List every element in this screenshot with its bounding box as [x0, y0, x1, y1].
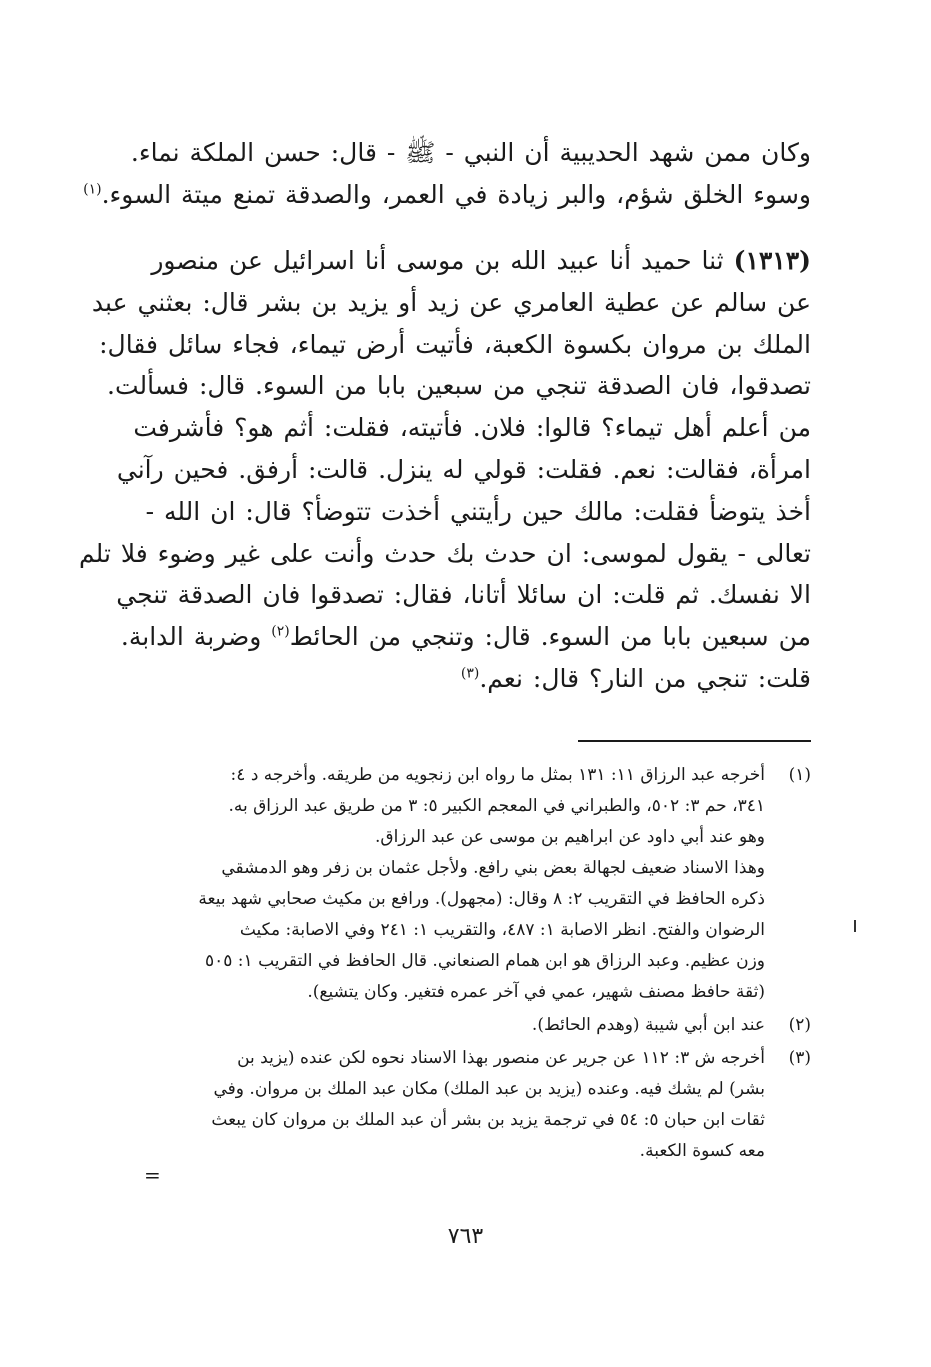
text-line: قلت: تنجي من النار؟ قال: نعم.$^{(٣)}$ [460, 663, 811, 693]
footnotes [111, 760, 811, 1169]
text-line: من أعلم أهل تيماء؟ قالوا: فلان. فأتيته، فقلت: أثم هو؟ فأشرفت [133, 413, 811, 443]
text-line: وكان ممن شهد الحديبية أن النبي - ﷺ - قال: حسن الملكة نماء. [130, 138, 811, 167]
footnote-body [111, 1010, 765, 1041]
footnote-line: ذكره الحافظ في التقريب ٢: ٨ وقال: (مجهول). ورافع بن مكيث صحابي شهد بيعة [198, 889, 765, 909]
footnote-number: (٣) [788, 1048, 811, 1068]
footnote-line: وزن عظيم. وعبد الرزاق هو ابن همام الصنعاني. قال الحافظ في التقريب ١: ٥٠٥ [205, 951, 765, 971]
footnote-2 [111, 1010, 811, 1041]
footnote-line: بشر) لم يشك فيه. وعنده (يزيد بن عبد الملك) مكان عبد الملك بن مروان. وفي [213, 1079, 765, 1099]
text-line: أخذ يتوضأ فقلت: مالك حين رأيتني أخذت تتوضأ؟ قال: ان الله - [145, 496, 811, 526]
footnote-line: ٣٤١، حم ٣: ٥٠٢، والطبراني في المعجم الكبير ٥: ٣ من طريق عبد الرزاق به. [228, 796, 765, 816]
hadith-paragraph [79, 240, 811, 700]
footnote-ref-1: (١) [83, 181, 102, 198]
footnote-number: (١) [788, 765, 811, 785]
footnote-ref-3: (٣) [460, 665, 480, 682]
footnote-line: ثقات ابن حبان ٥: ٥٤ في ترجمة يزيد بن بشر أن عبد الملك بن مروان كان يبعث [211, 1110, 765, 1130]
page-number: ٧٦٣ [447, 1224, 484, 1249]
text-line: تعالى - يقول لموسى: ان حدث بك حدث وأنت على غير وضوء فلا تلم [79, 538, 811, 568]
footnote-3 [111, 1043, 811, 1167]
text-line: (١٣١٣) ثنا حميد أنا عبيد الله بن موسى أنا اسرائيل عن منصور [151, 246, 811, 275]
footnote-1 [111, 760, 811, 1008]
footnote-body [111, 760, 765, 1008]
footnote-body [111, 1043, 765, 1167]
footnote-line: أخرجه عبد الرزاق ١١: ١٣١ بمثل ما رواه ابن زنجويه من طريقه. وأخرجه د ٤: [230, 765, 765, 785]
footnote-ref-2: (٢) [271, 623, 290, 640]
text-line: امرأة، فقالت: نعم. فقلت: قولي له ينزل. قالت: أرفق. فحين رآني [116, 454, 811, 484]
opening-paragraph [83, 132, 811, 216]
footnote-line: (ثقة حافظ مصنف شهير، عمي في آخر عمره فتغير. وكان يتشيع). [307, 982, 765, 1002]
text-line: عن سالم عن عطية العامري عن زيد أو يزيد بن بشر قال: بعثني عبد [91, 287, 811, 317]
text-line: وسوء الخلق شؤم، والبر زيادة في العمر، والصدقة تمنع ميتة السوء.$^{(١)}$ [83, 179, 811, 209]
text-line: الا نفسك. ثم قلت: ان سائلا أتانا، فقال: تصدقوا فان الصدقة تنجي [116, 580, 811, 610]
text-line: من سبعين بابا من السوء. قال: وتنجي من الحائط$^{(٢)}$ وضربة الدابة. [120, 622, 811, 652]
footnote-line: الرضوان والفتح. انظر الاصابة ١: ٤٨٧، والتقريب ١: ٢٤١ وفي الاصابة: مكيث [239, 920, 765, 940]
text-line: تصدقوا، فان الصدقة تنجي من سبعين بابا من السوء. قال: فسألت. [107, 371, 811, 401]
continuation-mark: = [144, 1163, 161, 1187]
footnote-line: أخرجه ش ٣: ١١٢ عن جرير عن منصور بهذا الاسناد نحوه لكن عنده (يزيد بن [237, 1048, 765, 1068]
footnote-separator [578, 740, 811, 742]
footnote-line: وهذا الاسناد ضعيف لجهالة بعض بني رافع. ولأجل عثمان بن زفر وهو الدمشقي [221, 858, 765, 878]
footnote-number: (٢) [788, 1015, 811, 1035]
footnote-line: عند ابن أبي شيبة (وهدم الحائط). [531, 1015, 765, 1035]
margin-mark [854, 920, 856, 932]
text-line: الملك بن مروان بكسوة الكعبة، فأتيت أرض تيماء، فجاء سائل فقال: [99, 329, 811, 359]
hadith-number: (١٣١٣) [733, 246, 811, 275]
footnote-line: معه كسوة الكعبة. [639, 1141, 765, 1161]
footnote-line: وهو عند أبي داود عن ابراهيم بن موسى عن عبد الرزاق. [374, 827, 765, 847]
